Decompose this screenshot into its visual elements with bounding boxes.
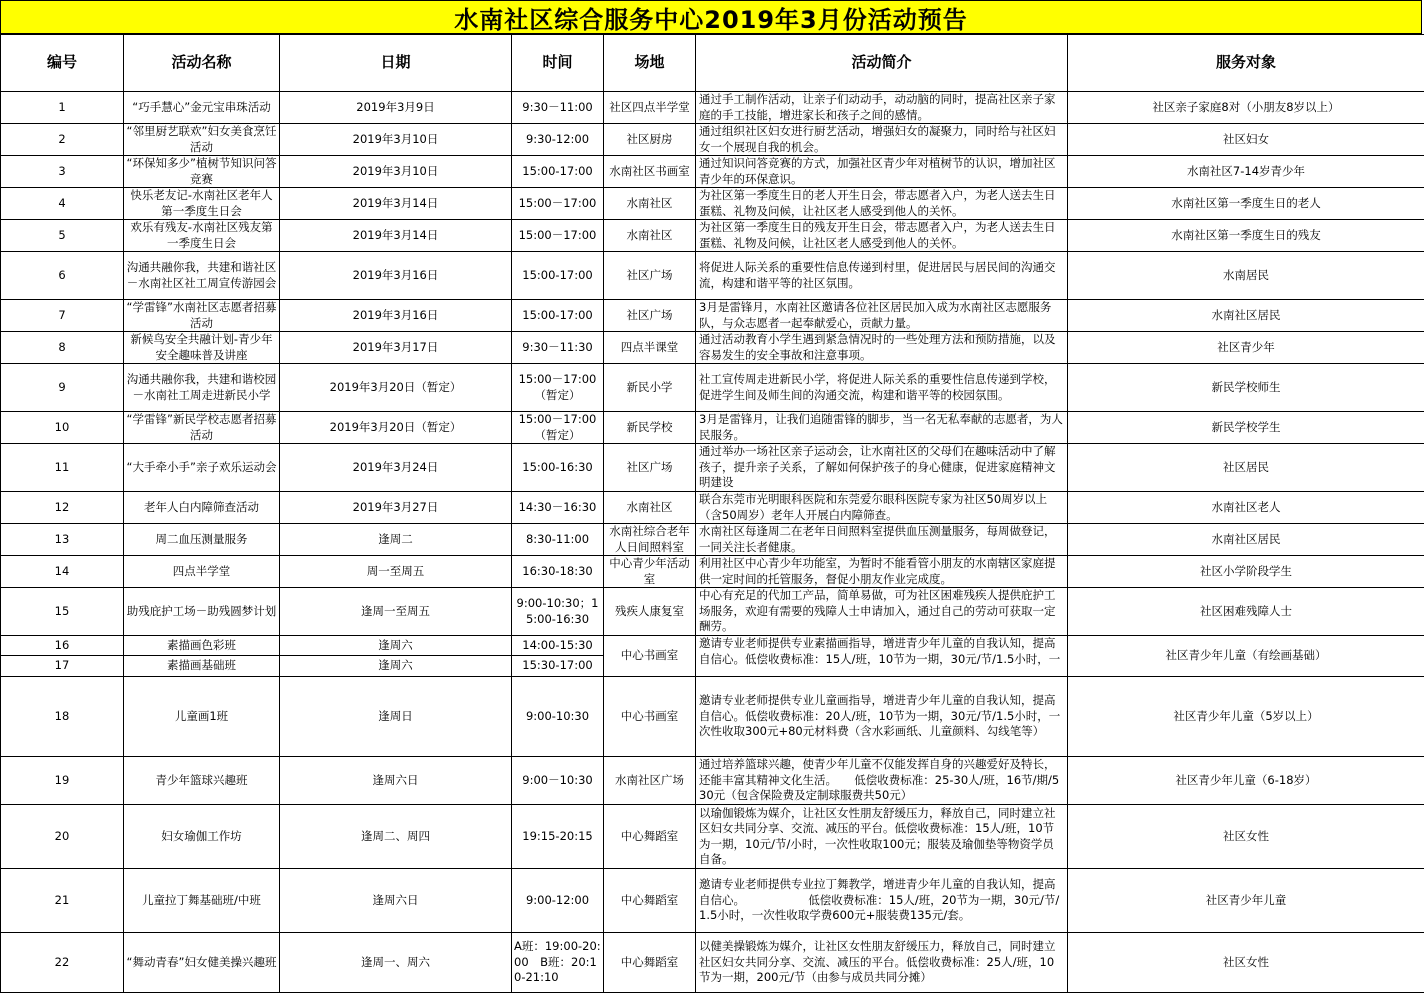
cell-name: “舞动青春”妇女健美操兴趣班 <box>124 933 280 993</box>
cell-name: 素描画色彩班 <box>124 636 280 656</box>
table-row <box>1 933 1424 993</box>
cell-no: 10 <box>1 412 124 444</box>
cell-date: 逢周日 <box>280 677 512 757</box>
cell-time: 16:30-18:30 <box>512 556 604 588</box>
cell-venue: 社区厨房 <box>604 124 696 156</box>
cell-date: 逢周六日 <box>280 869 512 933</box>
table-row <box>1 92 1424 124</box>
cell-venue: 中心书画室 <box>604 636 696 677</box>
cell-no: 18 <box>1 677 124 757</box>
cell-time: 15:00－17:00 <box>512 188 604 220</box>
cell-target: 水南社区居民 <box>1068 300 1424 332</box>
cell-desc: 通过培养篮球兴趣，使青少年儿童不仅能发挥自身的兴趣爱好及特长，还能丰富其精神文化生活。 低偿收费标准：25-30人/班，16节/期/530元（包含保险费及定制球服费共50元） <box>696 757 1068 805</box>
cell-date: 2019年3月20日（暂定） <box>280 412 512 444</box>
cell-name: “学雷锋”新民学校志愿者招募活动 <box>124 412 280 444</box>
cell-no: 5 <box>1 220 124 252</box>
cell-name: 老年人白内障筛查活动 <box>124 492 280 524</box>
cell-desc: 通过知识问答竞赛的方式，加强社区青少年对植树节的认识，增加社区青少年的环保意识。 <box>696 156 1068 188</box>
cell-date: 2019年3月10日 <box>280 156 512 188</box>
table-row <box>1 252 1424 300</box>
cell-venue: 社区广场 <box>604 300 696 332</box>
table-row <box>1 556 1424 588</box>
header-cell: 活动名称 <box>124 35 280 92</box>
header-cell: 时间 <box>512 35 604 92</box>
cell-target: 社区青少年儿童（有绘画基础） <box>1068 636 1424 677</box>
cell-time: 15:00-17:00 <box>512 252 604 300</box>
cell-venue: 水南社综合老年人日间照料室 <box>604 524 696 556</box>
cell-time: 9:30－11:30 <box>512 332 604 364</box>
cell-name: 助残庇护工场－助残圆梦计划 <box>124 588 280 636</box>
cell-no: 15 <box>1 588 124 636</box>
cell-desc: 将促进人际关系的重要性信息传递到村里，促进居民与居民间的沟通交流，构建和谐平等的社区氛围。 <box>696 252 1068 300</box>
cell-name: “学雷锋”水南社区志愿者招募活动 <box>124 300 280 332</box>
cell-name: 欢乐有残友-水南社区残友第一季度生日会 <box>124 220 280 252</box>
cell-venue: 中心舞蹈室 <box>604 805 696 869</box>
cell-date: 逢周一至周五 <box>280 588 512 636</box>
header-row <box>1 35 1424 92</box>
cell-venue: 社区四点半学堂 <box>604 92 696 124</box>
table-row <box>1 300 1424 332</box>
cell-desc: 3月是雷锋月，让我们追随雷锋的脚步，当一名无私奉献的志愿者，为人民服务。 <box>696 412 1068 444</box>
cell-venue: 社区广场 <box>604 252 696 300</box>
cell-target: 水南居民 <box>1068 252 1424 300</box>
cell-time: 9:30-12:00 <box>512 124 604 156</box>
table-row <box>1 332 1424 364</box>
cell-date: 2019年3月9日 <box>280 92 512 124</box>
table-row <box>1 588 1424 636</box>
cell-desc <box>696 636 1068 677</box>
cell-desc: 以瑜伽锻炼为媒介，让社区女性朋友舒缓压力，释放自己，同时建立社区妇女共同分享、交流、减压的平台。低偿收费标准：15人/班，10节为一期，10元/节/小时，一次性收取100元；服装及瑜伽垫等物资学员自备。 <box>696 805 1068 869</box>
cell-target: 社区青少年 <box>1068 332 1424 364</box>
cell-time: 15:00－17:00（暂定） <box>512 364 604 412</box>
cell-desc: 通过活动教育小学生遇到紧急情况时的一些处理方法和预防措施，以及容易发生的安全事故和注意事项。 <box>696 332 1068 364</box>
cell-desc: 社工宣传周走进新民小学，将促进人际关系的重要性信息传递到学校，促进学生间及师生间的沟通交流，构建和谐平等的校园氛围。 <box>696 364 1068 412</box>
cell-desc: 邀请专业老师提供专业拉丁舞教学，增进青少年儿童的自我认知，提高自信心。 低偿收费标准：15人/班，20节为一期，30元/节/1.5小时，一次性收取学费600元+服装费135元/套。 <box>696 869 1068 933</box>
cell-no: 9 <box>1 364 124 412</box>
table-row <box>1 220 1424 252</box>
cell-venue: 水南社区 <box>604 492 696 524</box>
cell-time: 15:30-17:00 <box>512 656 604 677</box>
cell-date: 逢周一、周六 <box>280 933 512 993</box>
cell-date: 逢周六 <box>280 656 512 677</box>
cell-name: 四点半学堂 <box>124 556 280 588</box>
cell-target: 社区女性 <box>1068 933 1424 993</box>
cell-name: “环保知多少”植树节知识问答竞赛 <box>124 156 280 188</box>
cell-venue: 水南社区 <box>604 188 696 220</box>
cell-target: 新民学校学生 <box>1068 412 1424 444</box>
cell-name: 素描画基础班 <box>124 656 280 677</box>
cell-time: 9:00-12:00 <box>512 869 604 933</box>
cell-target: 水南社区第一季度生日的残友 <box>1068 220 1424 252</box>
cell-desc-text: 邀请专业老师提供专业素描画指导，增进青少年儿童的自我认知，提高自信心。低偿收费标准：15人/班，10节为一期，30元/节/1.5小时，一 <box>699 636 1061 666</box>
cell-no: 17 <box>1 656 124 677</box>
cell-time: 9:30－11:00 <box>512 92 604 124</box>
table-row <box>1 364 1424 412</box>
cell-name: 快乐老友记-水南社区老年人第一季度生日会 <box>124 188 280 220</box>
cell-target: 社区青少年儿童（6-18岁） <box>1068 757 1424 805</box>
cell-name: “巧手慧心”金元宝串珠活动 <box>124 92 280 124</box>
cell-date: 2019年3月16日 <box>280 300 512 332</box>
cell-target: 社区青少年儿童 <box>1068 869 1424 933</box>
cell-desc: 联合东莞市光明眼科医院和东莞爱尔眼科医院专家为社区50周岁以上（含50周岁）老年人开展白内障筛查。 <box>696 492 1068 524</box>
cell-time: 9:00－10:30 <box>512 757 604 805</box>
cell-venue: 水南社区书画室 <box>604 156 696 188</box>
table-row <box>1 492 1424 524</box>
table-row <box>1 156 1424 188</box>
cell-name: 新候鸟安全共融计划-青少年安全趣味普及讲座 <box>124 332 280 364</box>
cell-desc: 通过手工制作活动，让亲子们动动手，动动脑的同时，提高社区亲子家庭的手工技能，增进家长和孩子之间的感情。 <box>696 92 1068 124</box>
cell-desc: 中心有充足的代加工产品，简单易做，可为社区困难残疾人提供庇护工场服务，欢迎有需要的残障人士申请加入，通过自己的劳动可获取一定酬劳。 <box>696 588 1068 636</box>
header-cell: 编号 <box>1 35 124 92</box>
cell-venue: 新民学校 <box>604 412 696 444</box>
cell-name: 周二血压测量服务 <box>124 524 280 556</box>
cell-target: 新民学校师生 <box>1068 364 1424 412</box>
cell-desc: 利用社区中心青少年功能室，为暂时不能看管小朋友的水南辖区家庭提供一定时间的托管服务，督促小朋友作业完成度。 <box>696 556 1068 588</box>
cell-time: 15:00-16:30 <box>512 444 604 492</box>
table-row <box>1 677 1424 757</box>
cell-no: 21 <box>1 869 124 933</box>
cell-venue: 中心书画室 <box>604 677 696 757</box>
cell-name: 沟通共融你我，共建和谐校园－水南社工周走进新民小学 <box>124 364 280 412</box>
cell-target: 社区亲子家庭8对（小朋友8岁以上） <box>1068 92 1424 124</box>
cell-target: 社区妇女 <box>1068 124 1424 156</box>
cell-desc: 为社区第一季度生日的老人开生日会，带志愿者入户，为老人送去生日蛋糕、礼物及问候，让社区老人感受到他人的关怀。 <box>696 188 1068 220</box>
cell-target: 社区居民 <box>1068 444 1424 492</box>
cell-name: 儿童画1班 <box>124 677 280 757</box>
cell-desc: 邀请专业老师提供专业儿童画指导，增进青少年儿童的自我认知，提高自信心。低偿收费标准：20人/班，10节为一期，30元/节/1.5小时，一次性收取300元+80元材料费（含水彩画纸、儿童颜料、勾线笔等） <box>696 677 1068 757</box>
cell-no: 4 <box>1 188 124 220</box>
cell-date: 2019年3月17日 <box>280 332 512 364</box>
cell-date: 2019年3月14日 <box>280 220 512 252</box>
cell-date: 2019年3月16日 <box>280 252 512 300</box>
cell-no: 8 <box>1 332 124 364</box>
cell-no: 3 <box>1 156 124 188</box>
activity-table <box>0 34 1424 993</box>
cell-no: 6 <box>1 252 124 300</box>
cell-no: 1 <box>1 92 124 124</box>
cell-no: 14 <box>1 556 124 588</box>
table-row <box>1 412 1424 444</box>
cell-time: 19:15-20:15 <box>512 805 604 869</box>
table-row <box>1 188 1424 220</box>
cell-name: “邻里厨艺联欢”妇女美食烹饪活动 <box>124 124 280 156</box>
header-cell: 活动简介 <box>696 35 1068 92</box>
cell-time: 14:00-15:30 <box>512 636 604 656</box>
cell-time: 9:00-10:30 <box>512 677 604 757</box>
cell-venue: 社区广场 <box>604 444 696 492</box>
cell-name: 沟通共融你我，共建和谐社区－水南社区社工周宣传游园会 <box>124 252 280 300</box>
cell-target: 水南社区老人 <box>1068 492 1424 524</box>
cell-target: 社区女性 <box>1068 805 1424 869</box>
cell-desc: 3月是雷锋月，水南社区邀请各位社区居民加入成为水南社区志愿服务队，与众志愿者一起奉献爱心，贡献力量。 <box>696 300 1068 332</box>
cell-target: 水南社区7-14岁青少年 <box>1068 156 1424 188</box>
cell-date: 2019年3月14日 <box>280 188 512 220</box>
table-row <box>1 524 1424 556</box>
cell-no: 7 <box>1 300 124 332</box>
cell-venue: 新民小学 <box>604 364 696 412</box>
cell-time: 15:00－17:00（暂定） <box>512 412 604 444</box>
table-row <box>1 869 1424 933</box>
cell-no: 19 <box>1 757 124 805</box>
cell-target: 社区小学阶段学生 <box>1068 556 1424 588</box>
cell-venue: 中心青少年活动室 <box>604 556 696 588</box>
cell-date: 2019年3月20日（暂定） <box>280 364 512 412</box>
cell-venue: 中心舞蹈室 <box>604 869 696 933</box>
cell-date: 2019年3月10日 <box>280 124 512 156</box>
header-cell: 场地 <box>604 35 696 92</box>
page-title: 水南社区综合服务中心2019年3月份活动预告 <box>0 0 1422 34</box>
cell-date: 2019年3月24日 <box>280 444 512 492</box>
table-row <box>1 636 1424 656</box>
header-cell: 日期 <box>280 35 512 92</box>
cell-date: 逢周二、周四 <box>280 805 512 869</box>
cell-name: 妇女瑜伽工作坊 <box>124 805 280 869</box>
cell-date: 逢周六 <box>280 636 512 656</box>
cell-time: A班：19:00-20:00 B班：20:10-21:10 <box>512 933 604 993</box>
cell-no: 12 <box>1 492 124 524</box>
cell-venue: 水南社区广场 <box>604 757 696 805</box>
table-row <box>1 124 1424 156</box>
table-row <box>1 757 1424 805</box>
cell-time: 14:30－16:30 <box>512 492 604 524</box>
cell-desc: 为社区第一季度生日的残友开生日会，带志愿者入户，为老人送去生日蛋糕、礼物及问候，让社区老人感受到他人的关怀。 <box>696 220 1068 252</box>
cell-no: 22 <box>1 933 124 993</box>
cell-desc: 水南社区每逢周二在老年日间照料室提供血压测量服务，每周做登记，一同关注长者健康。 <box>696 524 1068 556</box>
cell-venue: 残疾人康复室 <box>604 588 696 636</box>
cell-venue: 水南社区 <box>604 220 696 252</box>
cell-target: 水南社区居民 <box>1068 524 1424 556</box>
cell-target: 社区青少年儿童（5岁以上） <box>1068 677 1424 757</box>
table-row <box>1 805 1424 869</box>
cell-target: 水南社区第一季度生日的老人 <box>1068 188 1424 220</box>
cell-name: “大手牵小手”亲子欢乐运动会 <box>124 444 280 492</box>
cell-no: 20 <box>1 805 124 869</box>
table-row <box>1 444 1424 492</box>
cell-time: 15:00-17:00 <box>512 300 604 332</box>
cell-target: 社区困难残障人士 <box>1068 588 1424 636</box>
cell-desc: 以健美操锻炼为媒介，让社区女性朋友舒缓压力，释放自己，同时建立社区妇女共同分享、交流、减压的平台。低偿收费标准：25人/班，10节为一期，200元/节（由参与成员共同分摊） <box>696 933 1068 993</box>
cell-no: 16 <box>1 636 124 656</box>
cell-no: 2 <box>1 124 124 156</box>
cell-desc: 通过举办一场社区亲子运动会，让水南社区的父母们在趣味活动中了解孩子，提升亲子关系，了解如何保护孩子的身心健康，促进家庭精神文明建设 <box>696 444 1068 492</box>
cell-date: 逢周六日 <box>280 757 512 805</box>
cell-time: 15:00－17:00 <box>512 220 604 252</box>
cell-desc: 通过组织社区妇女进行厨艺活动，增强妇女的凝聚力，同时给与社区妇女一个展现自我的机会。 <box>696 124 1068 156</box>
cell-date: 周一至周五 <box>280 556 512 588</box>
cell-name: 青少年篮球兴趣班 <box>124 757 280 805</box>
cell-name: 儿童拉丁舞基础班/中班 <box>124 869 280 933</box>
cell-date: 2019年3月27日 <box>280 492 512 524</box>
cell-time: 8:30-11:00 <box>512 524 604 556</box>
cell-time: 15:00-17:00 <box>512 156 604 188</box>
cell-venue: 中心舞蹈室 <box>604 933 696 993</box>
cell-venue: 四点半课堂 <box>604 332 696 364</box>
cell-time: 9:00-10:30；15:00-16:30 <box>512 588 604 636</box>
header-cell: 服务对象 <box>1068 35 1424 92</box>
cell-no: 11 <box>1 444 124 492</box>
cell-no: 13 <box>1 524 124 556</box>
cell-date: 逢周二 <box>280 524 512 556</box>
